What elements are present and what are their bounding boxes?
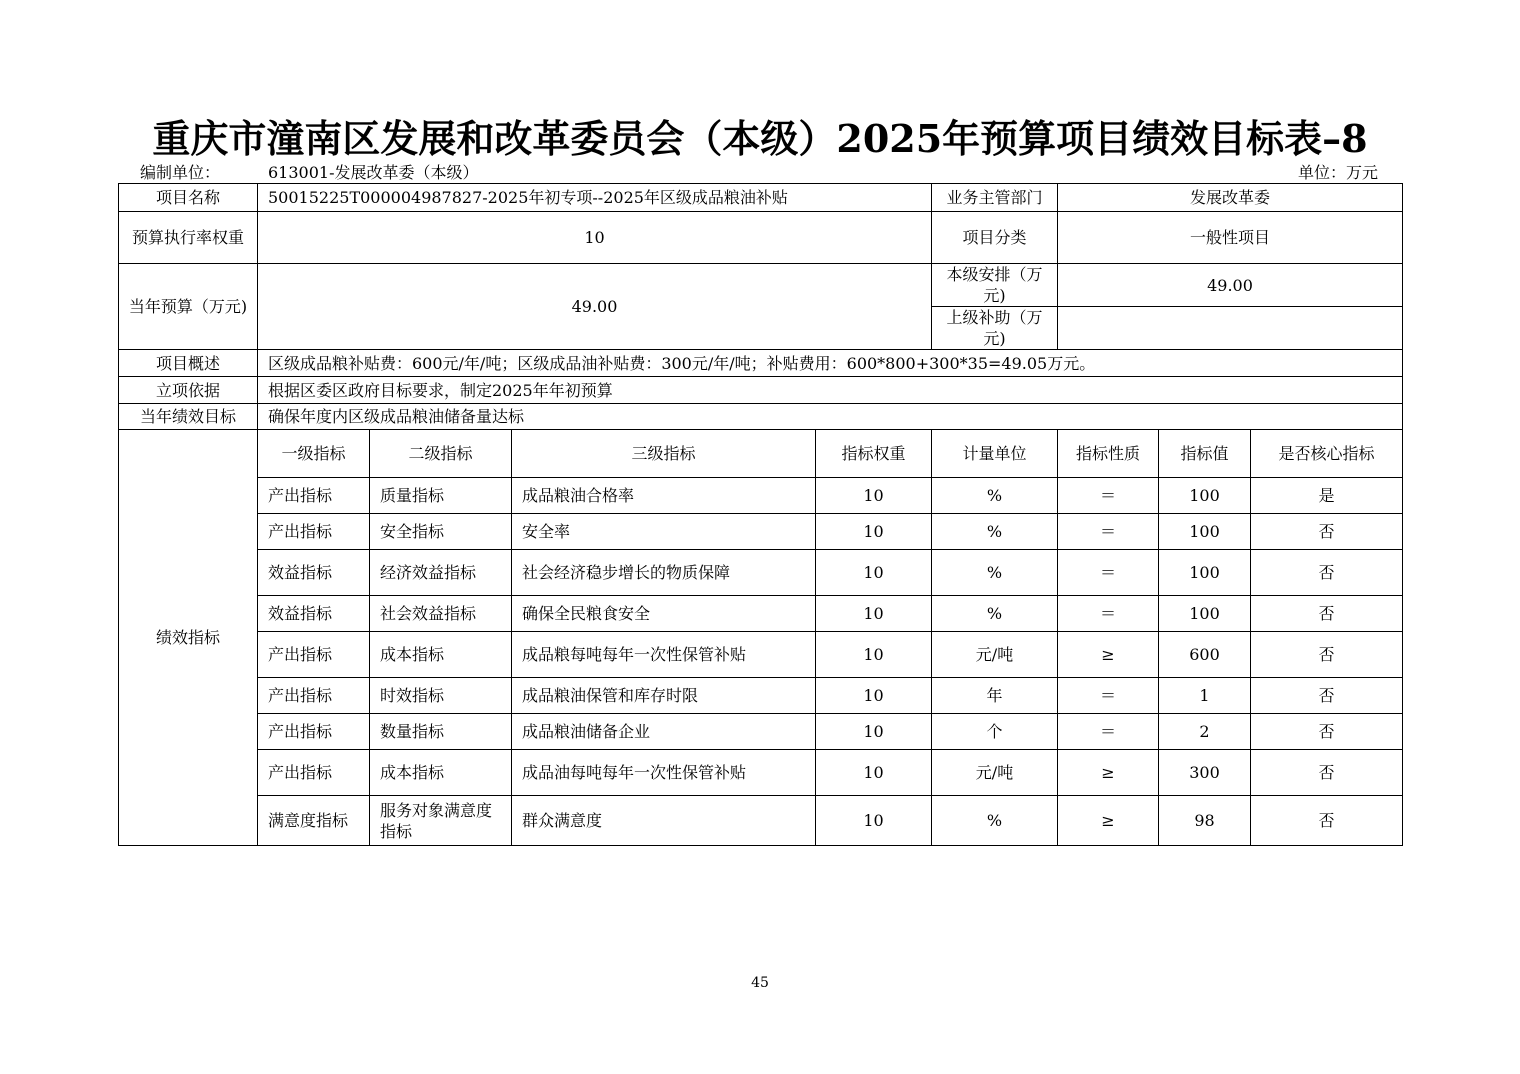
row-basis [119,377,1403,404]
indicator-header-row [119,430,1403,478]
header-unit: 计量单位 [932,430,1058,478]
table-row [119,478,1403,514]
goal-value: 确保年度内区级成品粮油储备量达标 [258,404,1403,430]
row-summary [119,350,1403,377]
level1-cell: 产出指标 [258,478,370,514]
level3-cell: 成品粮油保管和库存时限 [512,678,816,714]
unit-cell: 元/吨 [932,632,1058,678]
value-cell: 100 [1159,514,1251,550]
weight-cell: 10 [816,678,932,714]
core-cell: 否 [1251,678,1403,714]
unit-cell: 个 [932,714,1058,750]
level3-cell: 社会经济稳步增长的物质保障 [512,550,816,596]
row-project-name [119,184,1403,212]
table-row [119,596,1403,632]
row-budget-local [119,264,1403,307]
weight-value: 10 [258,212,932,264]
upper-value [1058,307,1403,350]
level2-cell: 时效指标 [370,678,512,714]
level2-cell: 服务对象满意度指标 [370,796,512,846]
unit-cell: 元/吨 [932,750,1058,796]
header-level3: 三级指标 [512,430,816,478]
level3-cell: 成品油每吨每年一次性保管补贴 [512,750,816,796]
nature-cell: ＝ [1058,550,1159,596]
local-label: 本级安排（万元) [932,264,1058,307]
core-cell: 否 [1251,550,1403,596]
value-cell: 100 [1159,550,1251,596]
row-weight [119,212,1403,264]
basis-label: 立项依据 [119,377,258,404]
basis-value: 根据区委区政府目标要求，制定2025年年初预算 [258,377,1403,404]
core-cell: 否 [1251,714,1403,750]
weight-cell: 10 [816,796,932,846]
header-level2: 二级指标 [370,430,512,478]
header-level1: 一级指标 [258,430,370,478]
project-name-label: 项目名称 [119,184,258,212]
core-cell: 否 [1251,750,1403,796]
level2-cell: 经济效益指标 [370,550,512,596]
level2-cell: 成本指标 [370,632,512,678]
header-nature: 指标性质 [1058,430,1159,478]
unit-cell: % [932,514,1058,550]
local-value: 49.00 [1058,264,1403,307]
value-cell: 2 [1159,714,1251,750]
nature-cell: ＝ [1058,514,1159,550]
core-cell: 是 [1251,478,1403,514]
header-core: 是否核心指标 [1251,430,1403,478]
level2-cell: 安全指标 [370,514,512,550]
category-label: 项目分类 [932,212,1058,264]
summary-label: 项目概述 [119,350,258,377]
level2-cell: 数量指标 [370,714,512,750]
page-number: 45 [751,975,769,991]
unit-cell: % [932,550,1058,596]
level1-cell: 产出指标 [258,632,370,678]
value-cell: 600 [1159,632,1251,678]
level3-cell: 群众满意度 [512,796,816,846]
level1-cell: 产出指标 [258,714,370,750]
row-goal [119,404,1403,430]
core-cell: 否 [1251,514,1403,550]
weight-cell: 10 [816,478,932,514]
page-title: 重庆市潼南区发展和改革委员会（本级）2025年预算项目绩效目标表–8 [152,116,1368,161]
table-row [119,678,1403,714]
level3-cell: 成品粮油合格率 [512,478,816,514]
level3-cell: 确保全民粮食安全 [512,596,816,632]
table-row [119,796,1403,846]
weight-cell: 10 [816,550,932,596]
level3-cell: 成品粮每吨每年一次性保管补贴 [512,632,816,678]
unit-label: 编制单位： [140,163,221,182]
nature-cell: ≥ [1058,750,1159,796]
unit-cell: 年 [932,678,1058,714]
category-value: 一般性项目 [1058,212,1403,264]
dept-label: 业务主管部门 [932,184,1058,212]
level1-cell: 效益指标 [258,596,370,632]
dept-value: 发展改革委 [1058,184,1403,212]
core-cell: 否 [1251,632,1403,678]
goal-label: 当年绩效目标 [119,404,258,430]
level1-cell: 产出指标 [258,514,370,550]
nature-cell: ≥ [1058,796,1159,846]
value-cell: 98 [1159,796,1251,846]
level2-cell: 社会效益指标 [370,596,512,632]
table-row [119,714,1403,750]
level2-cell: 成本指标 [370,750,512,796]
value-cell: 100 [1159,596,1251,632]
level1-cell: 产出指标 [258,750,370,796]
budget-value: 49.00 [258,264,932,350]
value-cell: 300 [1159,750,1251,796]
nature-cell: ＝ [1058,478,1159,514]
value-cell: 100 [1159,478,1251,514]
nature-cell: ＝ [1058,596,1159,632]
nature-cell: ＝ [1058,714,1159,750]
budget-label: 当年预算（万元) [119,264,258,350]
summary-value: 区级成品粮补贴费：600元/年/吨；区级成品油补贴费：300元/年/吨；补贴费用：600*800+300*35=49.05万元。 [258,350,1403,377]
performance-table [118,183,1403,846]
currency-unit: 单位：万元 [1298,163,1379,182]
level2-cell: 质量指标 [370,478,512,514]
core-cell: 否 [1251,796,1403,846]
weight-label: 预算执行率权重 [119,212,258,264]
table-row [119,750,1403,796]
header-weight: 指标权重 [816,430,932,478]
nature-cell: ＝ [1058,678,1159,714]
nature-cell: ≥ [1058,632,1159,678]
weight-cell: 10 [816,514,932,550]
unit-cell: % [932,596,1058,632]
value-cell: 1 [1159,678,1251,714]
core-cell: 否 [1251,596,1403,632]
level3-cell: 成品粮油储备企业 [512,714,816,750]
table-row [119,550,1403,596]
table-row [119,632,1403,678]
weight-cell: 10 [816,596,932,632]
header-value: 指标值 [1159,430,1251,478]
upper-label: 上级补助（万元) [932,307,1058,350]
level1-cell: 效益指标 [258,550,370,596]
weight-cell: 10 [816,750,932,796]
level3-cell: 安全率 [512,514,816,550]
level1-cell: 产出指标 [258,678,370,714]
table-row [119,514,1403,550]
project-name-value: 50015225T000004987827-2025年初专项--2025年区级成品粮油补贴 [258,184,932,212]
weight-cell: 10 [816,632,932,678]
weight-cell: 10 [816,714,932,750]
level1-cell: 满意度指标 [258,796,370,846]
indicator-section-label: 绩效指标 [119,430,258,846]
unit-cell: % [932,478,1058,514]
unit-cell: % [932,796,1058,846]
unit-value: 613001-发展改革委（本级） [268,163,479,182]
